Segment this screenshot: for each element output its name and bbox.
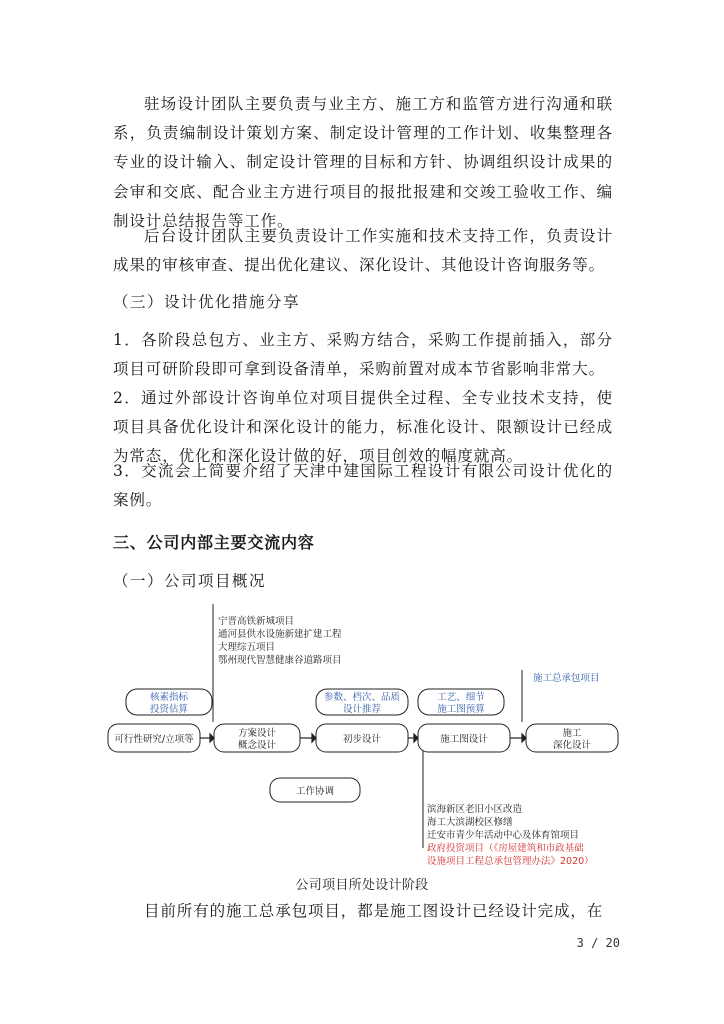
box-process-line2: 施工图预算 — [437, 704, 485, 715]
box-params-line1: 参数、档次、品质 — [323, 692, 401, 703]
arrow-3-head — [414, 734, 418, 742]
flow-drawing-label: 施工图设计 — [440, 734, 488, 745]
list-item-2: 2．通过外部设计咨询单位对项目提供全过程、全专业技术支持，使项目具备优化设计和深化设计的能力，标准化设计、限额设计已经成为常态，优化和深化设计做的好，项目创效的幅度就高。 — [113, 389, 613, 466]
flow-deepening-line1: 施工 — [562, 728, 582, 739]
top-project-4: 鄂州现代智慧健康谷道路项目 — [218, 655, 342, 666]
bottom-project-3: 迁安市青少年活动中心及体育馆项目 — [427, 830, 580, 841]
flow-feasibility-label: 可行性研究/立项等 — [114, 734, 194, 745]
page-number: 3 / 20 — [576, 936, 620, 950]
top-project-3: 大理综五项目 — [218, 642, 276, 653]
flow-preliminary-label: 初步设计 — [342, 734, 382, 745]
subsection-heading-optimization: （三）设计优化措施分享 — [113, 293, 301, 311]
flow-scheme-line1: 方案设计 — [237, 728, 277, 739]
box-process-line1: 工艺、细节 — [437, 692, 485, 703]
list-item-1: 1．各阶段总包方、业主方、采购方结合，采购工作提前插入，部分项目可研阶段即可拿到设备清单，采购前置对成本节省影响非常大。 — [113, 331, 613, 379]
top-project-2: 通河县供水设施新建扩建工程 — [218, 629, 342, 640]
flow-deepening-line2: 深化设计 — [552, 740, 592, 751]
paragraph-onsite-team: 驻场设计团队主要负责与业主方、施工方和监管方进行沟通和联系，负责编制设计策划方案、制定设计管理的工作计划、收集整理各专业的设计输入、制定设计管理的目标和方针、协调组织设计成果的会审和交底、配合业主方进行项目的报批报建和交竣工验收工作、编制设计总结报告等工作。 — [113, 95, 613, 230]
bottom-project-2: 海工大滨湖校区修缮 — [427, 817, 513, 828]
paragraph-backend-team: 后台设计团队主要负责设计工作实施和技术支持工作，负责设计成果的审核审查、提出优化建议、深化设计、其他设计咨询服务等。 — [113, 227, 613, 275]
arrow-4-head — [522, 734, 526, 742]
bottom-project-red-2: 设施项目工程总承包管理办法》2020） — [427, 856, 594, 867]
last-line-paragraph: 目前所有的施工总承包项目，都是施工图设计已经设计完成，在 — [144, 902, 604, 920]
section-heading: 三、公司内部主要交流内容 — [113, 533, 315, 552]
design-stage-diagram — [100, 600, 620, 870]
figure-caption: 公司项目所处设计阶段 — [295, 878, 429, 893]
box-params-line2: 设计推荐 — [342, 704, 382, 715]
box-indicators-line2: 投资估算 — [149, 704, 189, 715]
box-indicators-line1: 核素指标 — [149, 692, 189, 703]
top-project-1: 宁晋高铁新城项目 — [218, 616, 295, 627]
arrow-1-head — [210, 734, 214, 742]
bottom-project-1: 滨海新区老旧小区改造 — [427, 804, 523, 815]
box-work-coordination-label: 工作协调 — [295, 786, 335, 797]
flow-scheme-line2: 概念设计 — [237, 740, 277, 751]
epc-label: 施工总承包项目 — [533, 673, 600, 684]
list-item-3: 3．交流会上简要介绍了天津中建国际工程设计有限公司设计优化的案例。 — [113, 462, 613, 510]
arrow-2-head — [312, 734, 316, 742]
subsection-heading-overview: （一）公司项目概况 — [113, 572, 267, 590]
bottom-project-red-1: 政府投资项目（《房屋建筑和市政基础 — [427, 843, 584, 854]
